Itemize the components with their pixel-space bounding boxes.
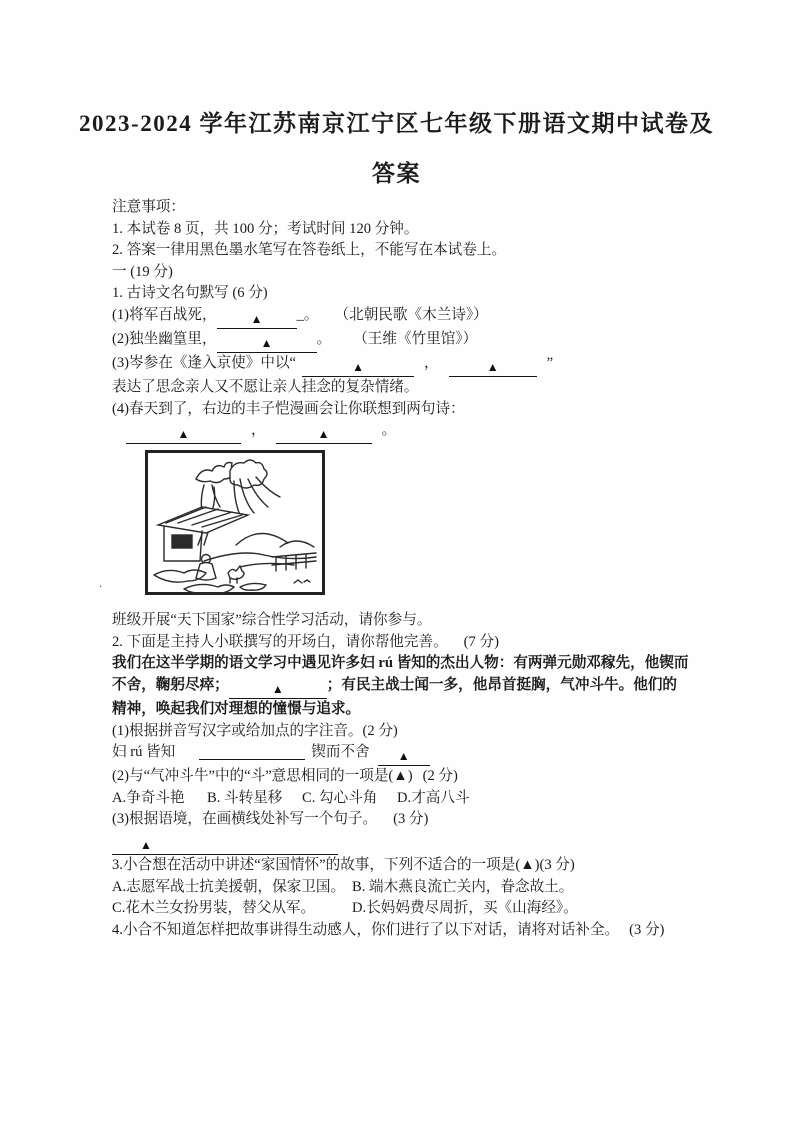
option-b: B. 端木燕良流亡关内，眷念故土。: [352, 878, 574, 895]
q2-sub1-blanks: [112, 742, 702, 766]
answer-blank: [199, 742, 305, 760]
question-text: 2. 下面是主持人小联撰写的开场白，请你帮他完善。: [112, 633, 448, 650]
answer-blank: [449, 359, 537, 377]
fengzikai-comic-illustration: [144, 449, 326, 597]
question-text: _。: [296, 306, 319, 323]
question-text: (1)将军百战死，: [112, 306, 217, 323]
blank-marker: ▲: [250, 311, 263, 326]
pinyin-term: 妇 rú 皆知: [112, 744, 176, 761]
question-text: 。: [381, 422, 397, 439]
section-one-heading: 一 (19 分): [112, 263, 173, 280]
score-label: (7 分): [463, 633, 499, 650]
blank-marker: ▲: [352, 359, 364, 374]
q2-sub1-heading: (1)根据拼音写汉字或给加点的字注音。(2 分): [112, 722, 398, 739]
q1-sentence-4: (4)春天到了，右边的丰子恺漫画会让你联想到两句诗：: [112, 400, 465, 417]
blank-marker: ▲: [140, 837, 152, 852]
answer-blank: [302, 359, 414, 377]
question-text: ，: [251, 422, 266, 439]
page-title-line2: 答案: [372, 161, 421, 186]
option-b: B. 斗转星移: [207, 789, 283, 806]
stray-ink-mark: .: [99, 575, 103, 590]
option-a: A.志愿军战士抗美援朝，保家卫国。: [112, 878, 346, 895]
pinyin-term: 锲而不舍: [311, 744, 370, 761]
poem-source: （北朝民歌《木兰诗》）: [334, 306, 488, 323]
blank-marker: ▲: [177, 427, 190, 442]
question-text: (2)与“气冲斗牛”中的“斗”意思相同的一项是(▲): [112, 768, 413, 785]
page-title-line1: 2023-2024 学年江苏南京江宁区七年级下册语文期中试卷及: [79, 111, 714, 136]
q1-heading: 1. 古诗文名句默写 (6 分): [112, 285, 268, 302]
question-text: 不舍，鞠躬尽瘁；: [112, 676, 229, 693]
answer-blank: [229, 681, 327, 699]
exam-body: [99, 197, 702, 941]
score-label: (3 分): [629, 921, 665, 938]
notice-item-1: 1. 本试卷 8 页，共 100 分；考试时间 120 分钟。: [112, 220, 419, 237]
q2-heading: [112, 632, 702, 654]
question-text: ”: [546, 354, 554, 371]
option-d: D.长妈妈费尽周折，买《山海经》。: [352, 900, 578, 917]
q3-options-ab: [112, 877, 702, 899]
question-text: 4.小合不知道怎样把故事讲得生动感人，你们进行了以下对话，请将对话补全。: [112, 921, 620, 938]
q1-sentence-3: [112, 353, 702, 377]
notice-item-2: 2. 答案一律用黑色墨水笔写在答卷纸上，不能写在本试卷上。: [112, 242, 507, 259]
q2-sub2-heading: [112, 766, 702, 788]
activity-intro: 班级开展“天下国家”综合性学习活动，请你参与。: [112, 612, 432, 629]
option-c: C. 勾心斗角: [302, 789, 378, 806]
blank-marker: ▲: [317, 427, 330, 442]
page-title: [0, 99, 793, 199]
q2-speech-line2: [112, 675, 702, 699]
answer-blank: [217, 335, 317, 353]
answer-blank: [378, 748, 430, 766]
option-c: C.花木兰女扮男装，替父从军。: [112, 900, 316, 917]
comic-drawing: [144, 449, 326, 597]
q2-sub2-options: [112, 788, 702, 810]
question-text: (2)独坐幽篁里，: [112, 330, 217, 347]
q2-sub3-heading: [112, 809, 702, 831]
q4-heading: [112, 920, 702, 942]
blank-marker: ▲: [486, 359, 499, 374]
q2-sub3-answer-line: [112, 831, 702, 855]
blank-marker: ▲: [260, 335, 273, 350]
blank-marker: ▲: [271, 681, 284, 696]
question-text: 。: [316, 330, 332, 347]
score-label: (2 分): [422, 768, 458, 785]
option-d: D.才高八斗: [397, 789, 470, 806]
q1-sentence-2: [112, 329, 702, 353]
question-text: (3)根据语境，在画横线处补写一个句子。: [112, 811, 378, 828]
q1-sentence-4-blanks: [112, 420, 702, 444]
question-text: ；有民主战士闻一多，他昂首挺胸，气冲斗牛。他们的: [326, 676, 678, 693]
poem-source: （王维《竹里馆》）: [353, 330, 478, 347]
answer-blank: [112, 837, 338, 855]
answer-blank: [276, 426, 372, 444]
q1-sentence-1: [112, 305, 702, 329]
answer-blank: [217, 311, 297, 329]
blank-marker: ▲: [397, 749, 410, 764]
q1-sentence-3-continued: 表达了思念亲人又不愿让亲人挂念的复杂情绪。: [112, 378, 419, 395]
answer-blank: [126, 426, 241, 444]
question-text: ，: [424, 354, 439, 371]
q3-options-cd: [112, 898, 702, 920]
q2-speech-line3: 精神，唤起我们对理想的憧憬与追求。: [112, 700, 361, 717]
question-text: (3)岑参在《逢入京使》中以“: [112, 354, 297, 371]
q2-speech-line1: 我们在这半学期的语文学习中遇见许多妇 rú 皆知的杰出人物：有两弹元勋邓稼先，他锲而: [112, 655, 689, 672]
option-a: A.争奇斗艳: [112, 789, 185, 806]
score-label: (3 分): [393, 811, 429, 828]
notice-heading: 注意事项：: [112, 199, 185, 215]
q3-heading: 3.小合想在活动中讲述“家国情怀”的故事，下列不适合的一项是(▲)(3 分): [112, 856, 575, 873]
